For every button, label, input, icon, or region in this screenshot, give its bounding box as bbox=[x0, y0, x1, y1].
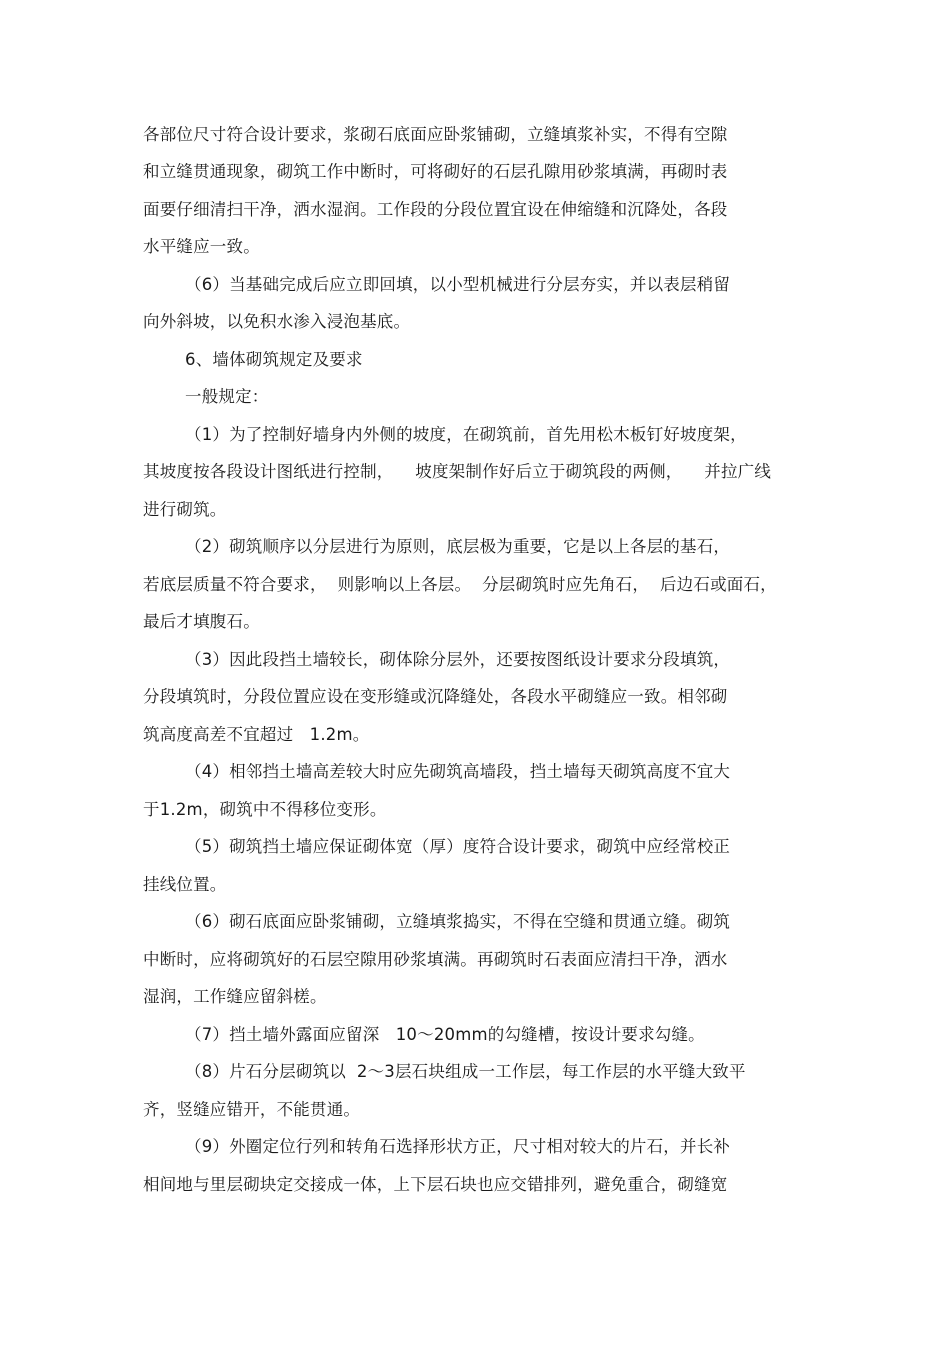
text-line: 进行砌筑。 bbox=[143, 500, 227, 519]
paragraph-start: （9）外圈定位行列和转角石选择形状方正，尺寸相对较大的片石，并长补 bbox=[185, 1137, 731, 1156]
subsection-heading: 一般规定： bbox=[185, 387, 269, 406]
paragraph-start: （7）挡土墙外露面应留深 10～20mm的勾缝槽，按设计要求勾缝。 bbox=[185, 1025, 705, 1044]
paragraph-start: （5）砌筑挡土墙应保证砌体宽（厚）度符合设计要求，砌筑中应经常校正 bbox=[185, 837, 731, 856]
section-heading: 6、墙体砌筑规定及要求 bbox=[185, 350, 363, 369]
paragraph-start: （3）因此段挡土墙较长，砌体除分层外，还要按图纸设计要求分段填筑， bbox=[185, 650, 731, 669]
paragraph-start: （6）当基础完成后应立即回填，以小型机械进行分层夯实，并以表层稍留 bbox=[185, 275, 731, 294]
text-line: 中断时，应将砌筑好的石层空隙用砂浆填满。再砌筑时石表面应清扫干净，洒水 bbox=[143, 950, 728, 969]
paragraph-start: （2）砌筑顺序以分层进行为原则，底层极为重要，它是以上各层的基石， bbox=[185, 537, 731, 556]
text-line: 分段填筑时，分段位置应设在变形缝或沉降缝处，各段水平砌缝应一致。相邻砌 bbox=[143, 687, 728, 706]
text-line: 和立缝贯通现象，砌筑工作中断时，可将砌好的石层孔隙用砂浆填满，再砌时表 bbox=[143, 162, 728, 181]
text-line: 若底层质量不符合要求， 则影响以上各层。 分层砌筑时应先角石， 后边石或面石， bbox=[143, 575, 777, 594]
text-line: 齐，竖缝应错开，不能贯通。 bbox=[143, 1100, 361, 1119]
paragraph-start: （6）砌石底面应卧浆铺砌，立缝填浆捣实，不得在空缝和贯通立缝。砌筑 bbox=[185, 912, 731, 931]
text-line: 于1.2m，砌筑中不得移位变形。 bbox=[143, 800, 387, 819]
paragraph-start: （8）片石分层砌筑以 2～3层石块组成一工作层，每工作层的水平缝大致平 bbox=[185, 1062, 746, 1081]
text-line: 筑高度高差不宜超过 1.2m。 bbox=[143, 725, 370, 744]
paragraph-start: （4）相邻挡土墙高差较大时应先砌筑高墙段，挡土墙每天砌筑高度不宜大 bbox=[185, 762, 731, 781]
text-line: 向外斜坡，以免积水渗入浸泡基底。 bbox=[143, 312, 411, 331]
paragraph-start: （1）为了控制好墙身内外侧的坡度，在砌筑前，首先用松木板钉好坡度架， bbox=[185, 425, 747, 444]
text-line: 相间地与里层砌块定交接成一体，上下层石块也应交错排列，避免重合，砌缝宽 bbox=[143, 1175, 728, 1194]
text-line: 挂线位置。 bbox=[143, 875, 227, 894]
text-line: 各部位尺寸符合设计要求，浆砌石底面应卧浆铺砌，立缝填浆补实，不得有空隙 bbox=[143, 125, 728, 144]
text-line: 最后才填腹石。 bbox=[143, 612, 260, 631]
text-line: 湿润，工作缝应留斜槎。 bbox=[143, 987, 327, 1006]
text-line: 面要仔细清扫干净，洒水湿润。工作段的分段位置宜设在伸缩缝和沉降处，各段 bbox=[143, 200, 728, 219]
text-line: 其坡度按各段设计图纸进行控制， 坡度架制作好后立于砌筑段的两侧， 并拉广线 bbox=[143, 462, 772, 481]
text-line: 水平缝应一致。 bbox=[143, 237, 260, 256]
